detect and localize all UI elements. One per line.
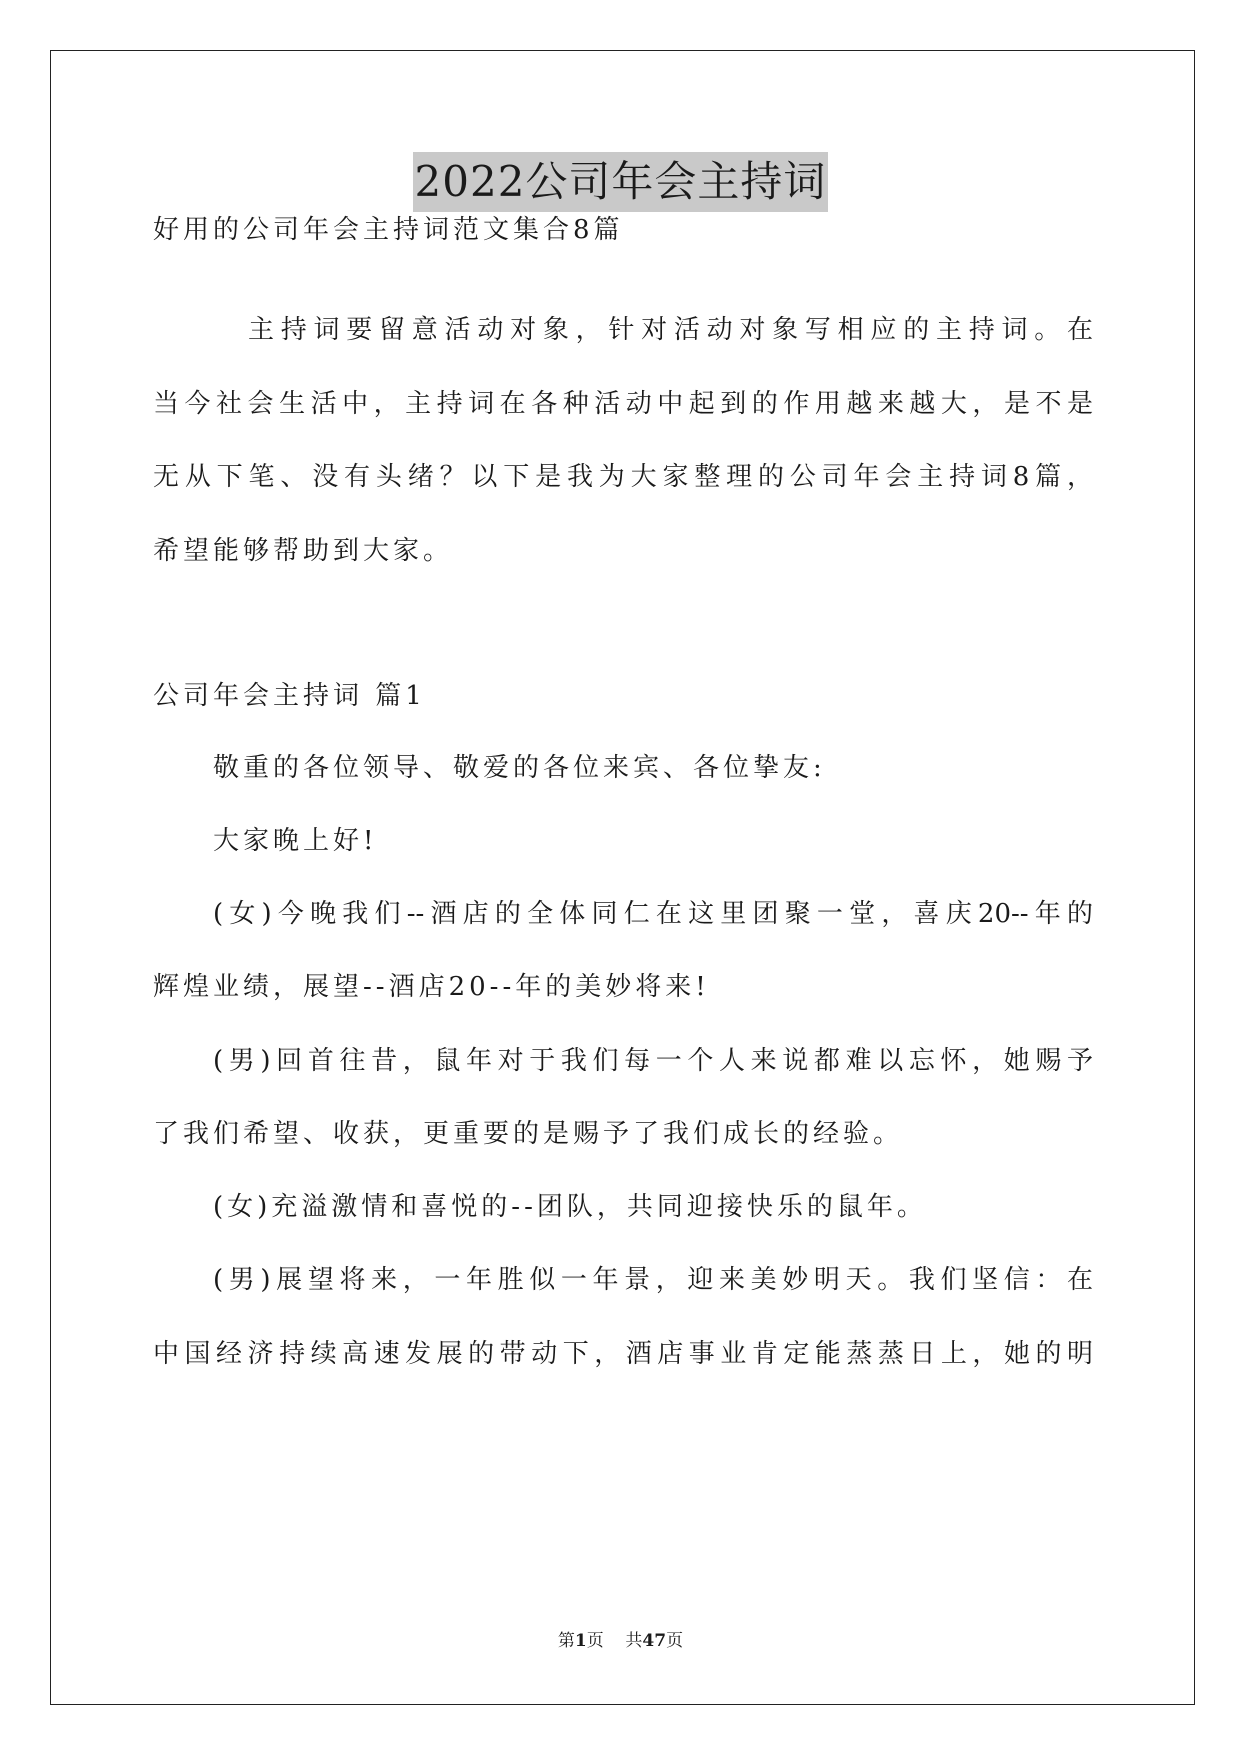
footer-prefix: 第 — [557, 1631, 575, 1651]
greeting-line: 敬重的各位领导、敬爱的各位来宾、各位挚友: — [213, 753, 826, 783]
paragraph-2-line-1: (男)回首往昔，鼠年对于我们每一个人来说都难以忘怀，她赐予 — [213, 1046, 1093, 1076]
paragraph-3-line-1: (女)充溢激情和喜悦的--团队，共同迎接快乐的鼠年。 — [213, 1192, 927, 1222]
page-border — [50, 50, 1195, 1705]
page-footer — [0, 1630, 1241, 1652]
document-title: 2022公司年会主持词 — [413, 152, 829, 212]
footer-suffix: 页 — [666, 1631, 684, 1651]
section-heading: 公司年会主持词 篇1 — [153, 681, 426, 711]
paragraph-4-line-1: (男)展望将来，一年胜似一年景，迎来美妙明天。我们坚信：在 — [213, 1265, 1093, 1295]
intro-line-2: 当今社会生活中，主持词在各种活动中起到的作用越来越大，是不是 — [153, 389, 1093, 419]
paragraph-1-line-1: (女)今晚我们--酒店的全体同仁在这里团聚一堂，喜庆20--年的 — [213, 899, 1093, 929]
paragraph-4-line-2: 中国经济持续高速发展的带动下，酒店事业肯定能蒸蒸日上，她的明 — [153, 1339, 1093, 1369]
intro-line-4: 希望能够帮助到大家。 — [153, 536, 454, 566]
footer-mid: 页 共 — [586, 1631, 643, 1651]
hello-line: 大家晚上好! — [213, 826, 378, 856]
footer-total-pages: 47 — [642, 1631, 667, 1651]
title-container — [0, 152, 1241, 212]
paragraph-2-line-2: 了我们希望、收获，更重要的是赐予了我们成长的经验。 — [153, 1119, 904, 1149]
intro-line-3: 无从下笔、没有头绪？以下是我为大家整理的公司年会主持词8篇， — [153, 462, 1093, 492]
subtitle: 好用的公司年会主持词范文集合8篇 — [153, 215, 624, 245]
footer-current-page: 1 — [574, 1631, 587, 1651]
paragraph-1-line-2: 辉煌业绩，展望--酒店20--年的美妙将来! — [153, 972, 710, 1002]
intro-line-1: 主持词要留意活动对象，针对活动对象写相应的主持词。在 — [248, 315, 1093, 345]
